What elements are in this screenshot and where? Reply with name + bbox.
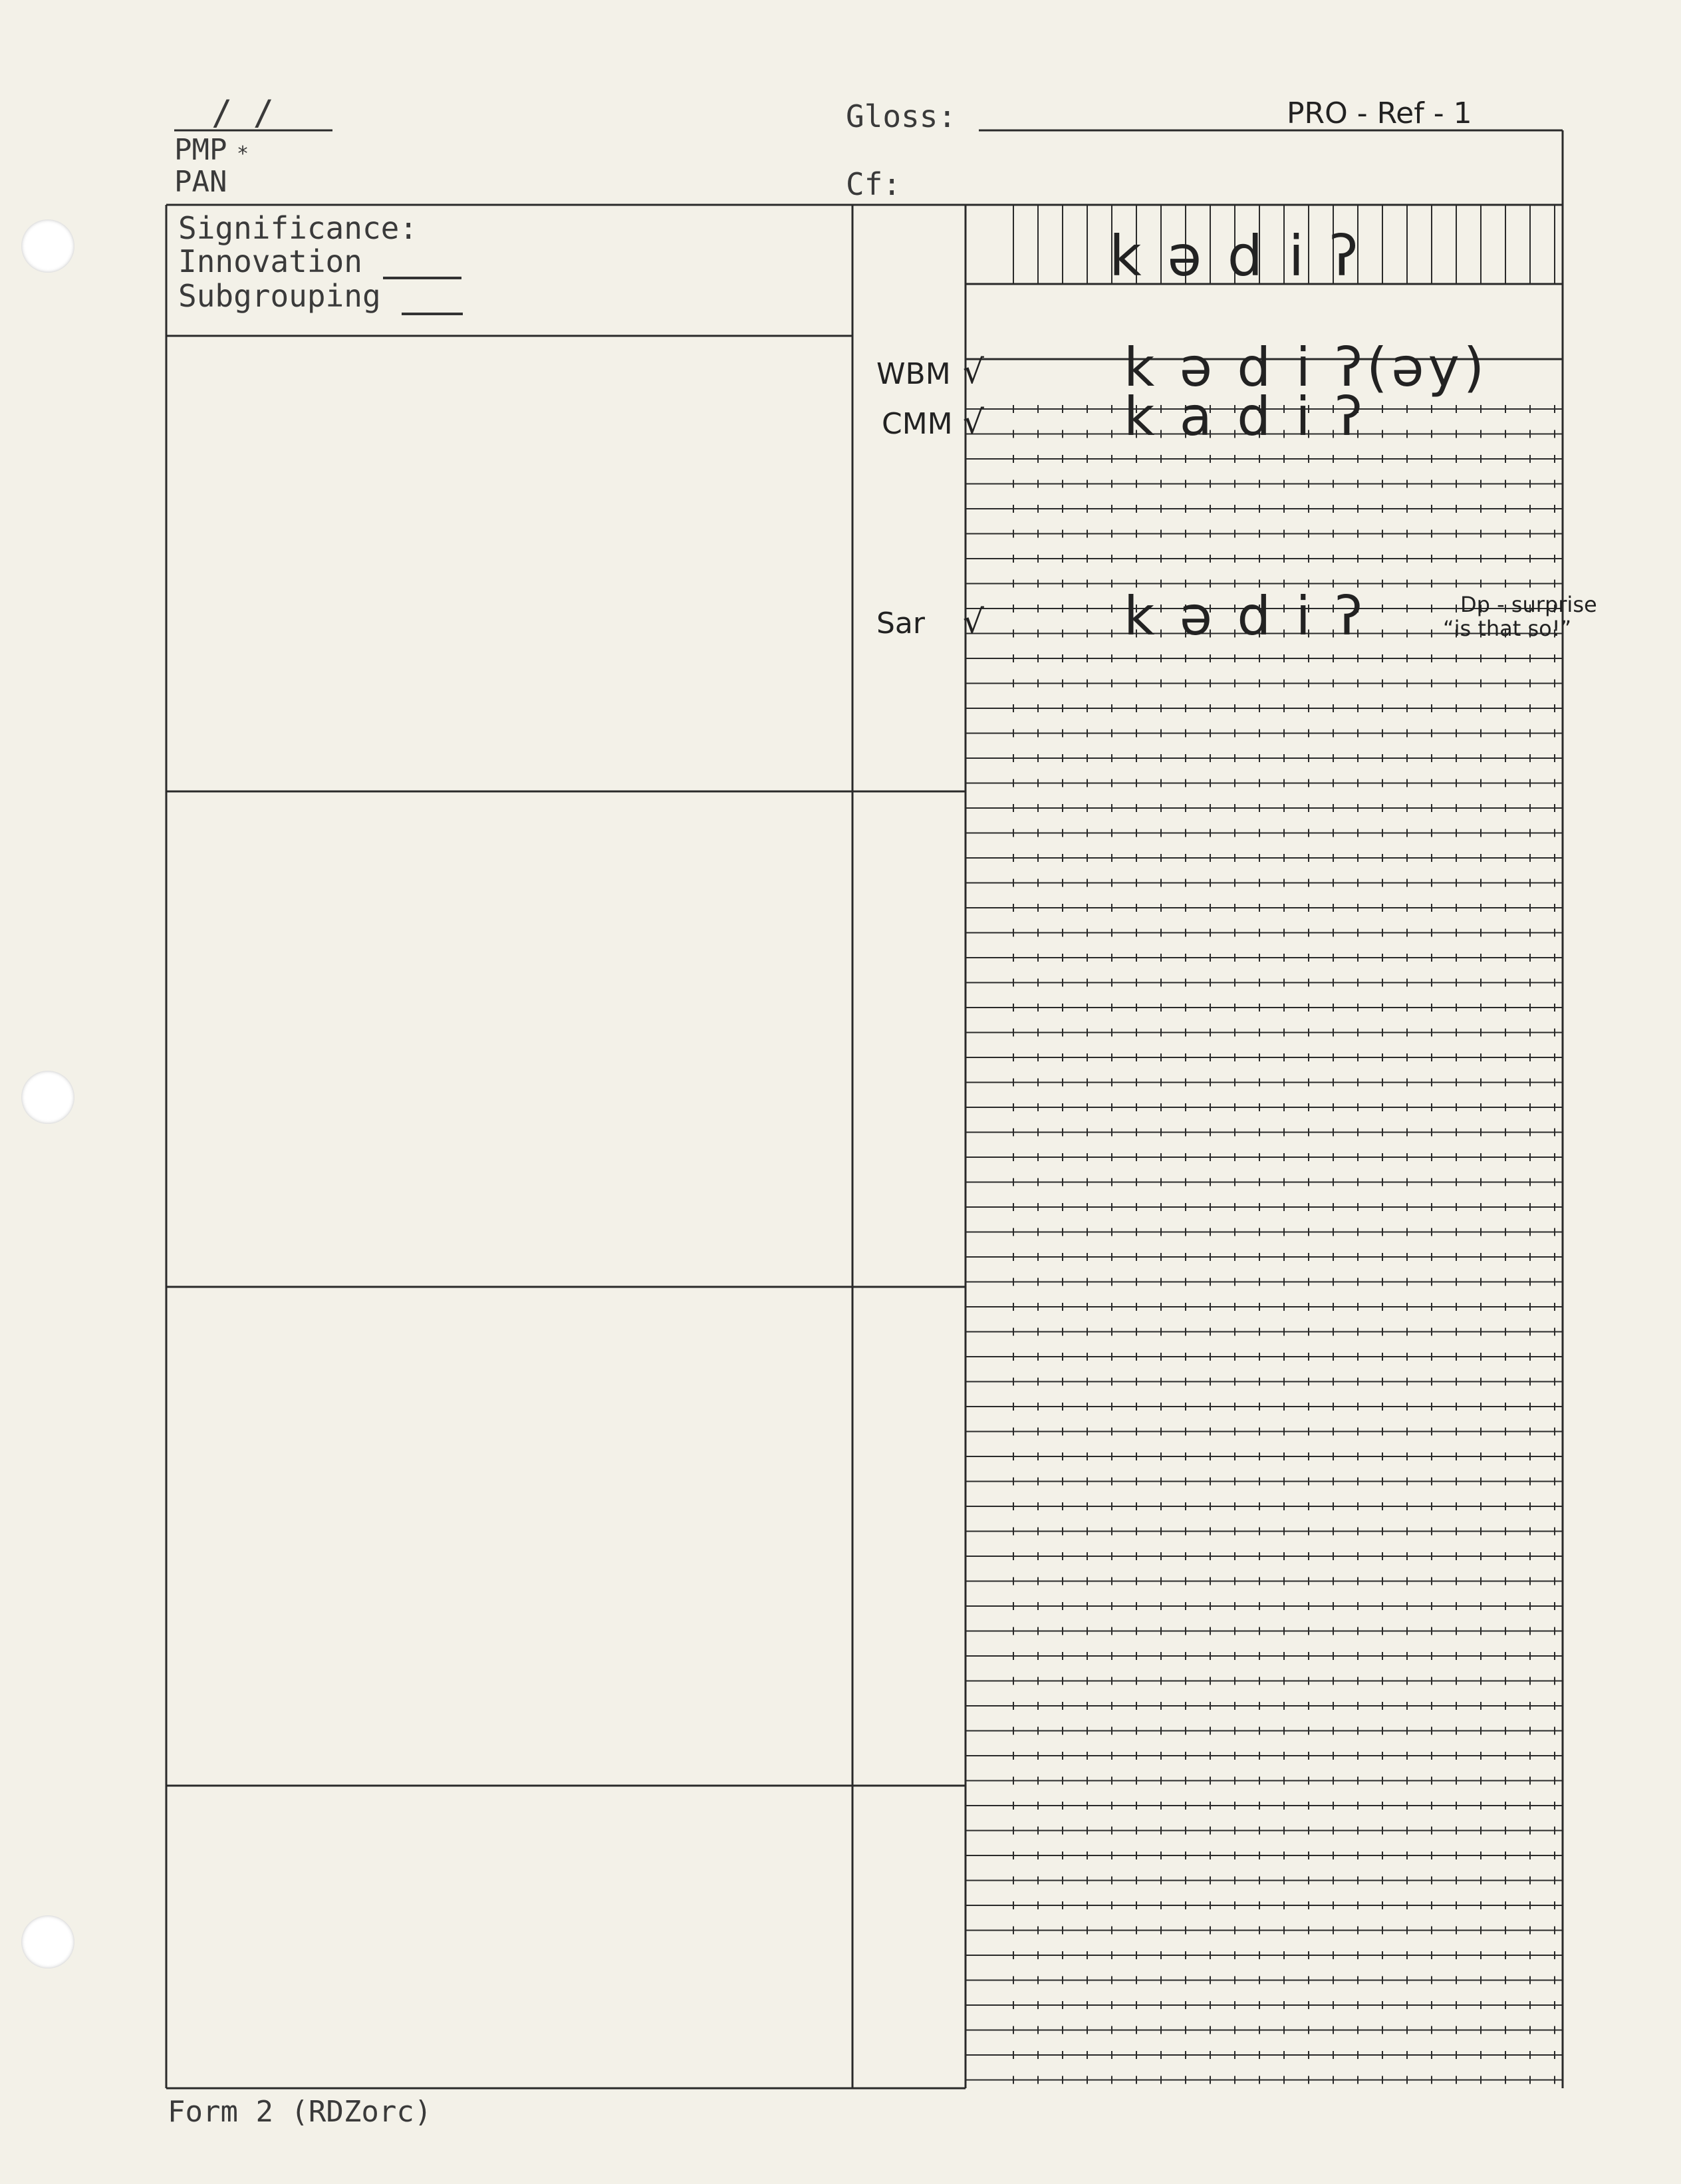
source-sar: Sar — [876, 607, 925, 640]
source-wbm: WBM — [876, 357, 951, 391]
form-wbm: k ə d i ʔ(əy) — [1124, 337, 1489, 398]
check-cmm: √ — [963, 403, 984, 442]
pmp-asterisk: * — [237, 142, 249, 166]
gloss-label: Gloss: — [846, 98, 957, 134]
pmp-label: PMP — [174, 133, 227, 167]
cf-label: Cf: — [846, 166, 902, 202]
date-marks: / / — [211, 93, 274, 133]
subgrouping-field — [178, 278, 381, 314]
source-cmm: CMM — [882, 407, 953, 441]
form-cmm: k a d i ʔ — [1124, 386, 1366, 448]
innovation-label: Innovation — [178, 243, 362, 279]
subgrouping-blank[interactable] — [402, 313, 463, 315]
innovation-blank[interactable] — [383, 277, 461, 279]
significance-title: Significance: — [178, 210, 418, 246]
reference-code: PRO - Ref - 1 — [1287, 96, 1472, 130]
annotation-line-1: Dp - surprise — [1460, 592, 1597, 617]
check-sar: √ — [963, 603, 984, 641]
pan-label: PAN — [174, 165, 227, 199]
annotation-line-2: “is that so!” — [1443, 616, 1572, 641]
form-sar: k ə d i ʔ — [1124, 585, 1367, 647]
headword: k ə d i ʔ — [1109, 223, 1362, 289]
innovation-field — [178, 243, 362, 279]
subgrouping-label: Subgrouping — [178, 278, 381, 314]
form-footer: Form 2 (RDZorc) — [168, 2095, 432, 2129]
check-wbm: √ — [963, 352, 984, 391]
